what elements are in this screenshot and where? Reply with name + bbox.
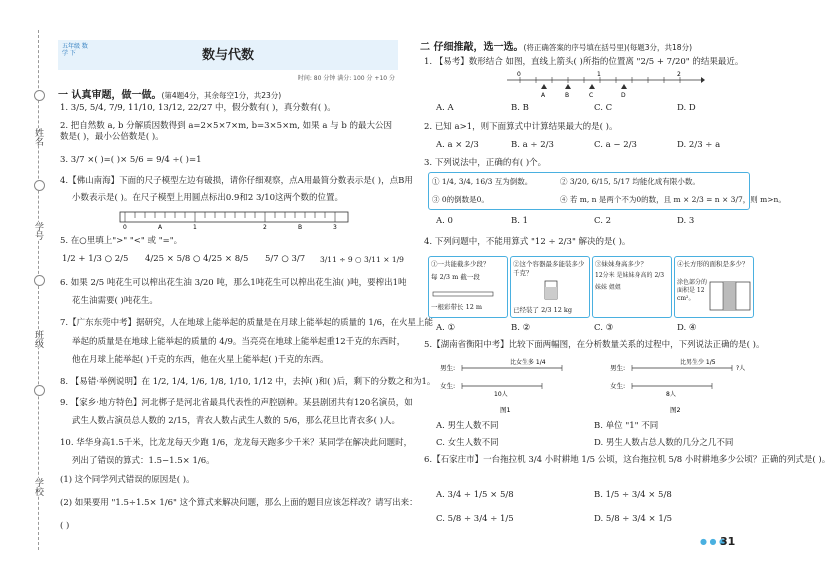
ruler-tick-b: B	[298, 224, 303, 231]
box-2-text: 已经装了 2/3 12 kg	[513, 306, 573, 314]
fig2-q: ?人	[736, 365, 746, 372]
box-3-text: 12分米 是妹妹身高的 2/3	[595, 272, 665, 279]
id-label: 学号	[33, 222, 43, 240]
rectangle-diagram	[709, 281, 751, 311]
class-label: 班级	[33, 330, 43, 348]
choice-6-option-c: C. 5/8 ÷ 3/4 ÷ 1/5	[436, 514, 514, 524]
fig2-count: 8人	[666, 391, 676, 398]
question-2: 2. 把自然数 a, b 分解质因数得到 a=2×5×7×m, b=3×5×m, 如果 a 与 b 的最大公因数是( )，最小公倍数是( )。	[60, 121, 392, 142]
choice-2-option-b: B. a ÷ 2/3	[511, 140, 554, 150]
question-10-answer: ( )	[60, 521, 70, 531]
choice-4-option-c: C. ③	[594, 323, 614, 333]
question-10-line2: 列出了错误的算式：1.5−1.5× 1/6。	[72, 456, 215, 466]
fig2-label: 图2	[670, 406, 681, 414]
school-label: 学校	[33, 478, 43, 496]
box-2-question: ②这个容器最多能装多少千克？	[513, 260, 585, 277]
fig1-label: 图1	[500, 406, 511, 414]
hole-marker	[34, 90, 45, 101]
question-7-line1: 7.【广东东莞中考】据研究，人在地球上能举起的质量是在月球上能举起的质量的 1/6，在火星上能	[60, 318, 433, 328]
choice-1-option-c: C. C	[594, 103, 613, 113]
fig1-girls: 女生:	[440, 382, 456, 390]
choice-6-option-b: B. 1/5 ÷ 3/4 × 5/8	[594, 490, 672, 500]
question-1: 1. 3/5, 5/4, 7/9, 11/10, 13/12, 22/27 中，假分数有( )，真分数有( )。	[60, 103, 336, 113]
choice-3-option-a: A. 0	[436, 216, 453, 226]
question-9-line1: 9. 【家乡·地方特色】河北梆子是河北省最具代表性的声腔剧种。某县剧团共有120名演员，如	[60, 398, 413, 408]
fig2-mult: 比男生少 1/5	[680, 359, 716, 366]
question-9-line2: 武生人数占演员总人数的 2/15，青衣人数占武生人数的 5/6，那么花旦比青衣多( )人。	[72, 416, 401, 426]
choice-4-box-2	[510, 256, 590, 318]
number-line	[505, 72, 705, 98]
choice-3-option-d: D. 3	[677, 216, 695, 226]
numline-point-d: D	[621, 92, 626, 99]
choice-4-box-1	[428, 256, 508, 318]
page-title: 数与代数	[201, 48, 254, 63]
figure-2-diagram	[610, 356, 760, 414]
ruler-tick-1: 1	[193, 224, 197, 231]
question-4-line2: 小数表示是( )。在尺子模型上用圆点标出0.9和2 3/10这两个数的位置。	[72, 193, 344, 203]
question-7-line3: 他在月球上能举起( )千克的东西，他在火星上能举起( )千克的东西。	[72, 355, 329, 365]
q5-item-1: 1/2 + 1/3 ○ 2/5	[62, 254, 129, 264]
question-6-line2: 花生油需要( )吨花生。	[72, 296, 158, 306]
question-4-line1: 4.【佛山南海】下面的尺子模型左边有破损，请你仔细观察，点A用最简分数表示是( )，点B用	[60, 176, 413, 186]
numline-label-0: 0	[517, 71, 521, 78]
figure-1-diagram	[440, 356, 590, 414]
choice-2-option-a: A. a × 2/3	[436, 140, 479, 150]
statement-4: ④ 若 m, n 是两个不为0的数，且 m × 2/3 = n × 3/7，则 m>n。	[560, 195, 786, 204]
numline-label-1: 1	[597, 71, 601, 78]
choice-3: 3. 下列说法中，正确的有( )个。	[424, 158, 547, 168]
box-1-sub: 一根彩带长 12 m	[431, 303, 483, 311]
question-3: 3. 3/7 ×( )=( )× 5/6 = 9/4 ÷( )=1	[60, 155, 202, 165]
binding-margin	[0, 0, 48, 569]
choice-5-option-d: D. 男生人数占总人数的几分之几不同	[594, 438, 734, 448]
q5-item-4: 3/11 ÷ 9 ○ 3/11 × 1/9	[320, 255, 404, 264]
time-info: 时间: 80 分钟 满分: 100 分 +10 分	[297, 75, 395, 82]
choice-2: 2. 已知 a>1，则下面算式中计算结果最大的是( )。	[424, 122, 618, 132]
ruler-diagram	[120, 208, 350, 230]
choice-4-option-a: A. ①	[436, 323, 456, 333]
ruler-tick-2: 2	[263, 224, 267, 231]
q5-item-2: 4/25 × 5/8 ○ 4/25 × 8/5	[145, 254, 249, 264]
choice-4-option-d: D. ④	[677, 323, 697, 333]
ruler-tick-0: 0	[123, 224, 127, 231]
choice-6: 6.【石家庄市】一台拖拉机 3/4 小时耕地 1/5 公顷，这台拖拉机 5/8 小时耕地多少公顷？正确的列式是( )。	[424, 455, 830, 465]
section-2-heading	[420, 38, 692, 53]
question-8: 8. 【易错·举例说明】在 1/2, 1/4, 1/6, 1/8, 1/10, 1/12 中，去掉( )和( )后，剩下的分数之和为1。	[60, 377, 436, 387]
statement-3: ③ 0的倒数是0。	[432, 195, 489, 204]
box-4-text: 涂色部分的面积是 12 cm²。	[677, 279, 708, 302]
question-6-line1: 6. 如果 2/5 吨花生可以榨出花生油 3/20 吨，那么1吨花生可以榨出花生油( )吨，要榨出1吨	[60, 278, 407, 288]
hole-marker	[34, 275, 45, 286]
choice-4-option-b: B. ②	[511, 323, 531, 333]
numline-label-2: 2	[677, 71, 681, 78]
ruler-tick-a: A	[158, 224, 163, 231]
q5-item-3: 5/7 ○ 3/7	[265, 254, 306, 264]
section-2-sub: (将正确答案的序号填在括号里)(每题3分，共18分)	[523, 43, 693, 52]
numline-point-b: B	[565, 92, 570, 99]
box-4-question: ④长方形的面积是多少？	[677, 260, 749, 268]
fig1-boys: 男生:	[440, 364, 456, 372]
numline-point-a: A	[541, 92, 546, 99]
grade-badge: 五年级 数学 下	[62, 43, 88, 57]
box-1-text: 每 2/3 m 截一段	[431, 273, 480, 281]
choice-1-option-a: A. A	[436, 103, 454, 113]
section-1-heading	[58, 86, 281, 101]
box-1-question: ①一共能截多少段？	[431, 260, 490, 268]
fig1-count: 10人	[494, 391, 508, 398]
ruler-tick-3: 3	[333, 224, 337, 231]
question-10-part1: (1) 这个同学列式错误的原因是( )。	[60, 475, 195, 485]
choice-1: 1. 【易考】数形结合 如图，直线上箭头( )所指的位置离 "2/5 + 7/20" 的结果最近。	[424, 57, 744, 67]
question-5: 5. 在○里填上">" "<" 或 "="。	[60, 236, 183, 246]
choice-4-box-4	[674, 256, 754, 318]
choice-2-option-d: D. 2/3 ÷ a	[677, 140, 721, 150]
section-1-title: 一 认真审题，做一做。	[58, 90, 162, 101]
question-10-part2: (2) 如果要用 "1.5÷1.5× 1/6" 这个算式来解决问题，那么上面的题目应该怎样改？请写出来：	[60, 498, 418, 508]
choice-6-option-a: A. 3/4 ÷ 1/5 × 5/8	[436, 490, 514, 500]
hole-marker	[34, 180, 45, 191]
choice-5: 5.【湖南省衡阳中考】比较下面两幅图，在分析数量关系的过程中，下列说法正确的是( )。	[424, 340, 765, 350]
box-3-sub: 妹妹 姐姐	[595, 284, 621, 291]
statement-1: ① 1/4, 3/4, 16/3 互为倒数。	[432, 177, 533, 186]
choice-5-option-b: B. 单位 "1" 不同	[594, 421, 659, 431]
hole-marker	[34, 385, 45, 396]
page-number: 31	[720, 535, 736, 548]
choice-6-option-d: D. 5/8 ÷ 3/4 × 1/5	[594, 514, 673, 524]
container-icon	[511, 279, 585, 301]
choice-5-option-c: C. 女生人数不同	[436, 438, 499, 448]
section-1-sub: (第4题4分，其余每空1分，共23分)	[161, 91, 282, 100]
question-10-line1: 10. 华华身高1.5千米，比龙龙每天少跑 1/6，龙龙每天跑多少千米？某同学在解决此问题时，	[60, 438, 413, 448]
ribbon-icon	[429, 290, 503, 298]
page-dots: ● ● ●	[700, 537, 727, 546]
name-label: 姓名	[33, 128, 43, 146]
choice-2-option-c: C. a − 2/3	[594, 140, 637, 150]
box-3-question: ③妹妹身高多少？	[595, 260, 647, 268]
choice-1-option-d: D. D	[677, 103, 696, 113]
fig2-boys: 男生:	[610, 364, 626, 372]
numline-point-c: C	[589, 92, 594, 99]
choice-5-option-a: A. 男生人数不同	[436, 421, 499, 431]
choice-4: 4. 下列问题中，不能用算式 "12 ÷ 2/3" 解决的是( )。	[424, 237, 631, 247]
question-7-line2: 举起的质量是在地球上能举起的质量的 4/9。当亮亮在地球上能举起重12千克的东西时，	[72, 337, 406, 347]
choice-3-option-c: C. 2	[594, 216, 612, 226]
choice-4-box-3	[592, 256, 672, 318]
choice-3-option-b: B. 1	[511, 216, 529, 226]
fig2-girls: 女生:	[610, 382, 626, 390]
choice-1-option-b: B. B	[511, 103, 529, 113]
section-2-title: 二 仔细推敲，选一选。	[420, 42, 524, 53]
statement-2: ② 3/20, 6/15, 5/17 均能化成有限小数。	[560, 177, 700, 186]
fig1-mult: 比女生多 1/4	[510, 359, 546, 366]
cut-line	[38, 30, 39, 550]
